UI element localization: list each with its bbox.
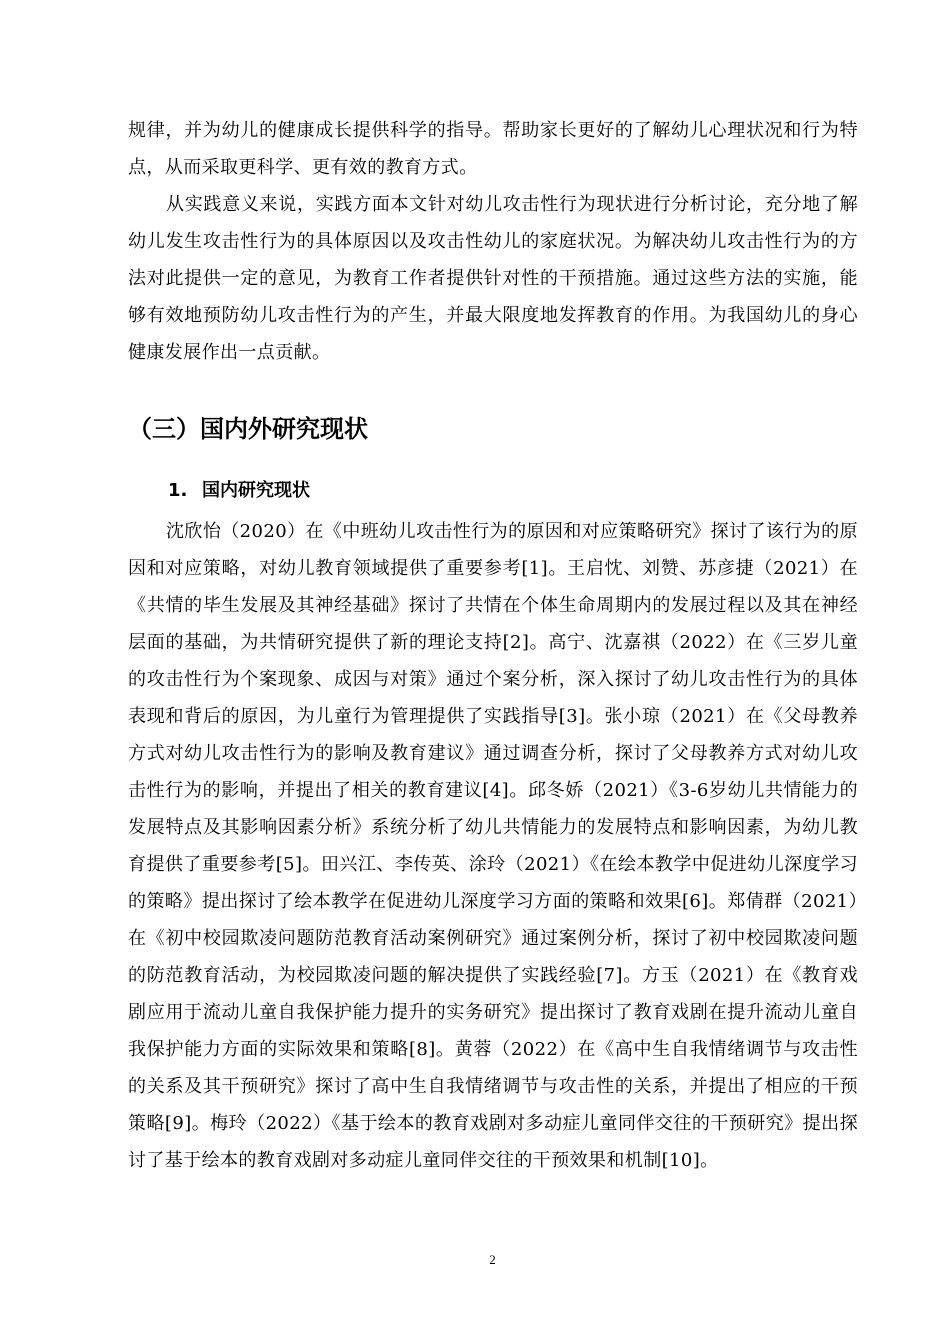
paragraph-intro-continuation: 规律，并为幼儿的健康成长提供科学的指导。帮助家长更好的了解幼儿心理状况和行为特点，从而采取更科学、更有效的教育方式。 xyxy=(128,120,858,178)
page-number: 2 xyxy=(489,1252,496,1267)
subsection-title: 国内研究现状 xyxy=(202,480,310,501)
paragraph-domestic-research: 沈欣怡（2020）在《中班幼儿攻击性行为的原因和对应策略研究》探讨了该行为的原因和对应策略，对幼儿教育领域提供了重要参考[1]。王启忱、刘赞、苏彦捷（2021）在《共情的毕生发展及其神经基础》探讨了共情在个体生命周期内的发展过程以及其在神经层面的基础，为共情研究提供了新的理论支持[2]。高宁、沈嘉祺（2022）在《三岁儿童的攻击性行为个案现象、成因与对策》通过个案分析，深入探讨了幼儿攻击性行为的具体表现和背后的原因，为儿童行为管理提供了实践指导[3]。张小琼（2021）在《父母教养方式对幼儿攻击性行为的影响及教育建议》通过调查分析，探讨了父母教养方式对幼儿攻击性行为的影响，并提出了相关的教育建议[4]。邱冬娇（2021）《3-6岁幼儿共情能力的发展特点及其影响因素分析》系统分析了幼儿共情能力的发展特点和影响因素，为幼儿教育提供了重要参考[5]。田兴江、李传英、涂玲（2021）《在绘本教学中促进幼儿深度学习的策略》提出探讨了绘本教学在促进幼儿深度学习方面的策略和效果[6]。郑倩群（2021）在《初中校园欺凌问题防范教育活动案例研究》通过案例分析，探讨了初中校园欺凌问题的防范教育活动，为校园欺凌问题的解决提供了实践经验[7]。方玉（2021）在《教育戏剧应用于流动儿童自我保护能力提升的实务研究》提出探讨了教育戏剧在提升流动儿童自我保护能力方面的实际效果和策略[8]。黄蓉（2022）在《高中生自我情绪调节与攻击性的关系及其干预研究》探讨了高中生自我情绪调节与攻击性的关系，并提出了相应的干预策略[9]。梅玲（2022）《基于绘本的教育戏剧对多动症儿童同伴交往的干预研究》提出探讨了基于绘本的教育戏剧对多动症儿童同伴交往的干预效果和机制[10]。 xyxy=(128,521,858,1171)
section-heading: （三）国内外研究现状 xyxy=(128,415,368,443)
page-content xyxy=(128,112,858,1179)
subsection-number: 1. xyxy=(168,480,188,501)
paragraph-practical-significance: 从实践意义来说，实践方面本文针对幼儿攻击性行为现状进行分析讨论，充分地了解幼儿发生攻击性行为的具体原因以及攻击性幼儿的家庭状况。为解决幼儿攻击性行为的方法对此提供一定的意见，为教育工作者提供针对性的干预措施。通过这些方法的实施，能够有效地预防幼儿攻击性行为的产生，并最大限度地发挥教育的作用。为我国幼儿的身心健康发展作出一点贡献。 xyxy=(128,194,858,363)
subsection-heading xyxy=(168,473,858,509)
